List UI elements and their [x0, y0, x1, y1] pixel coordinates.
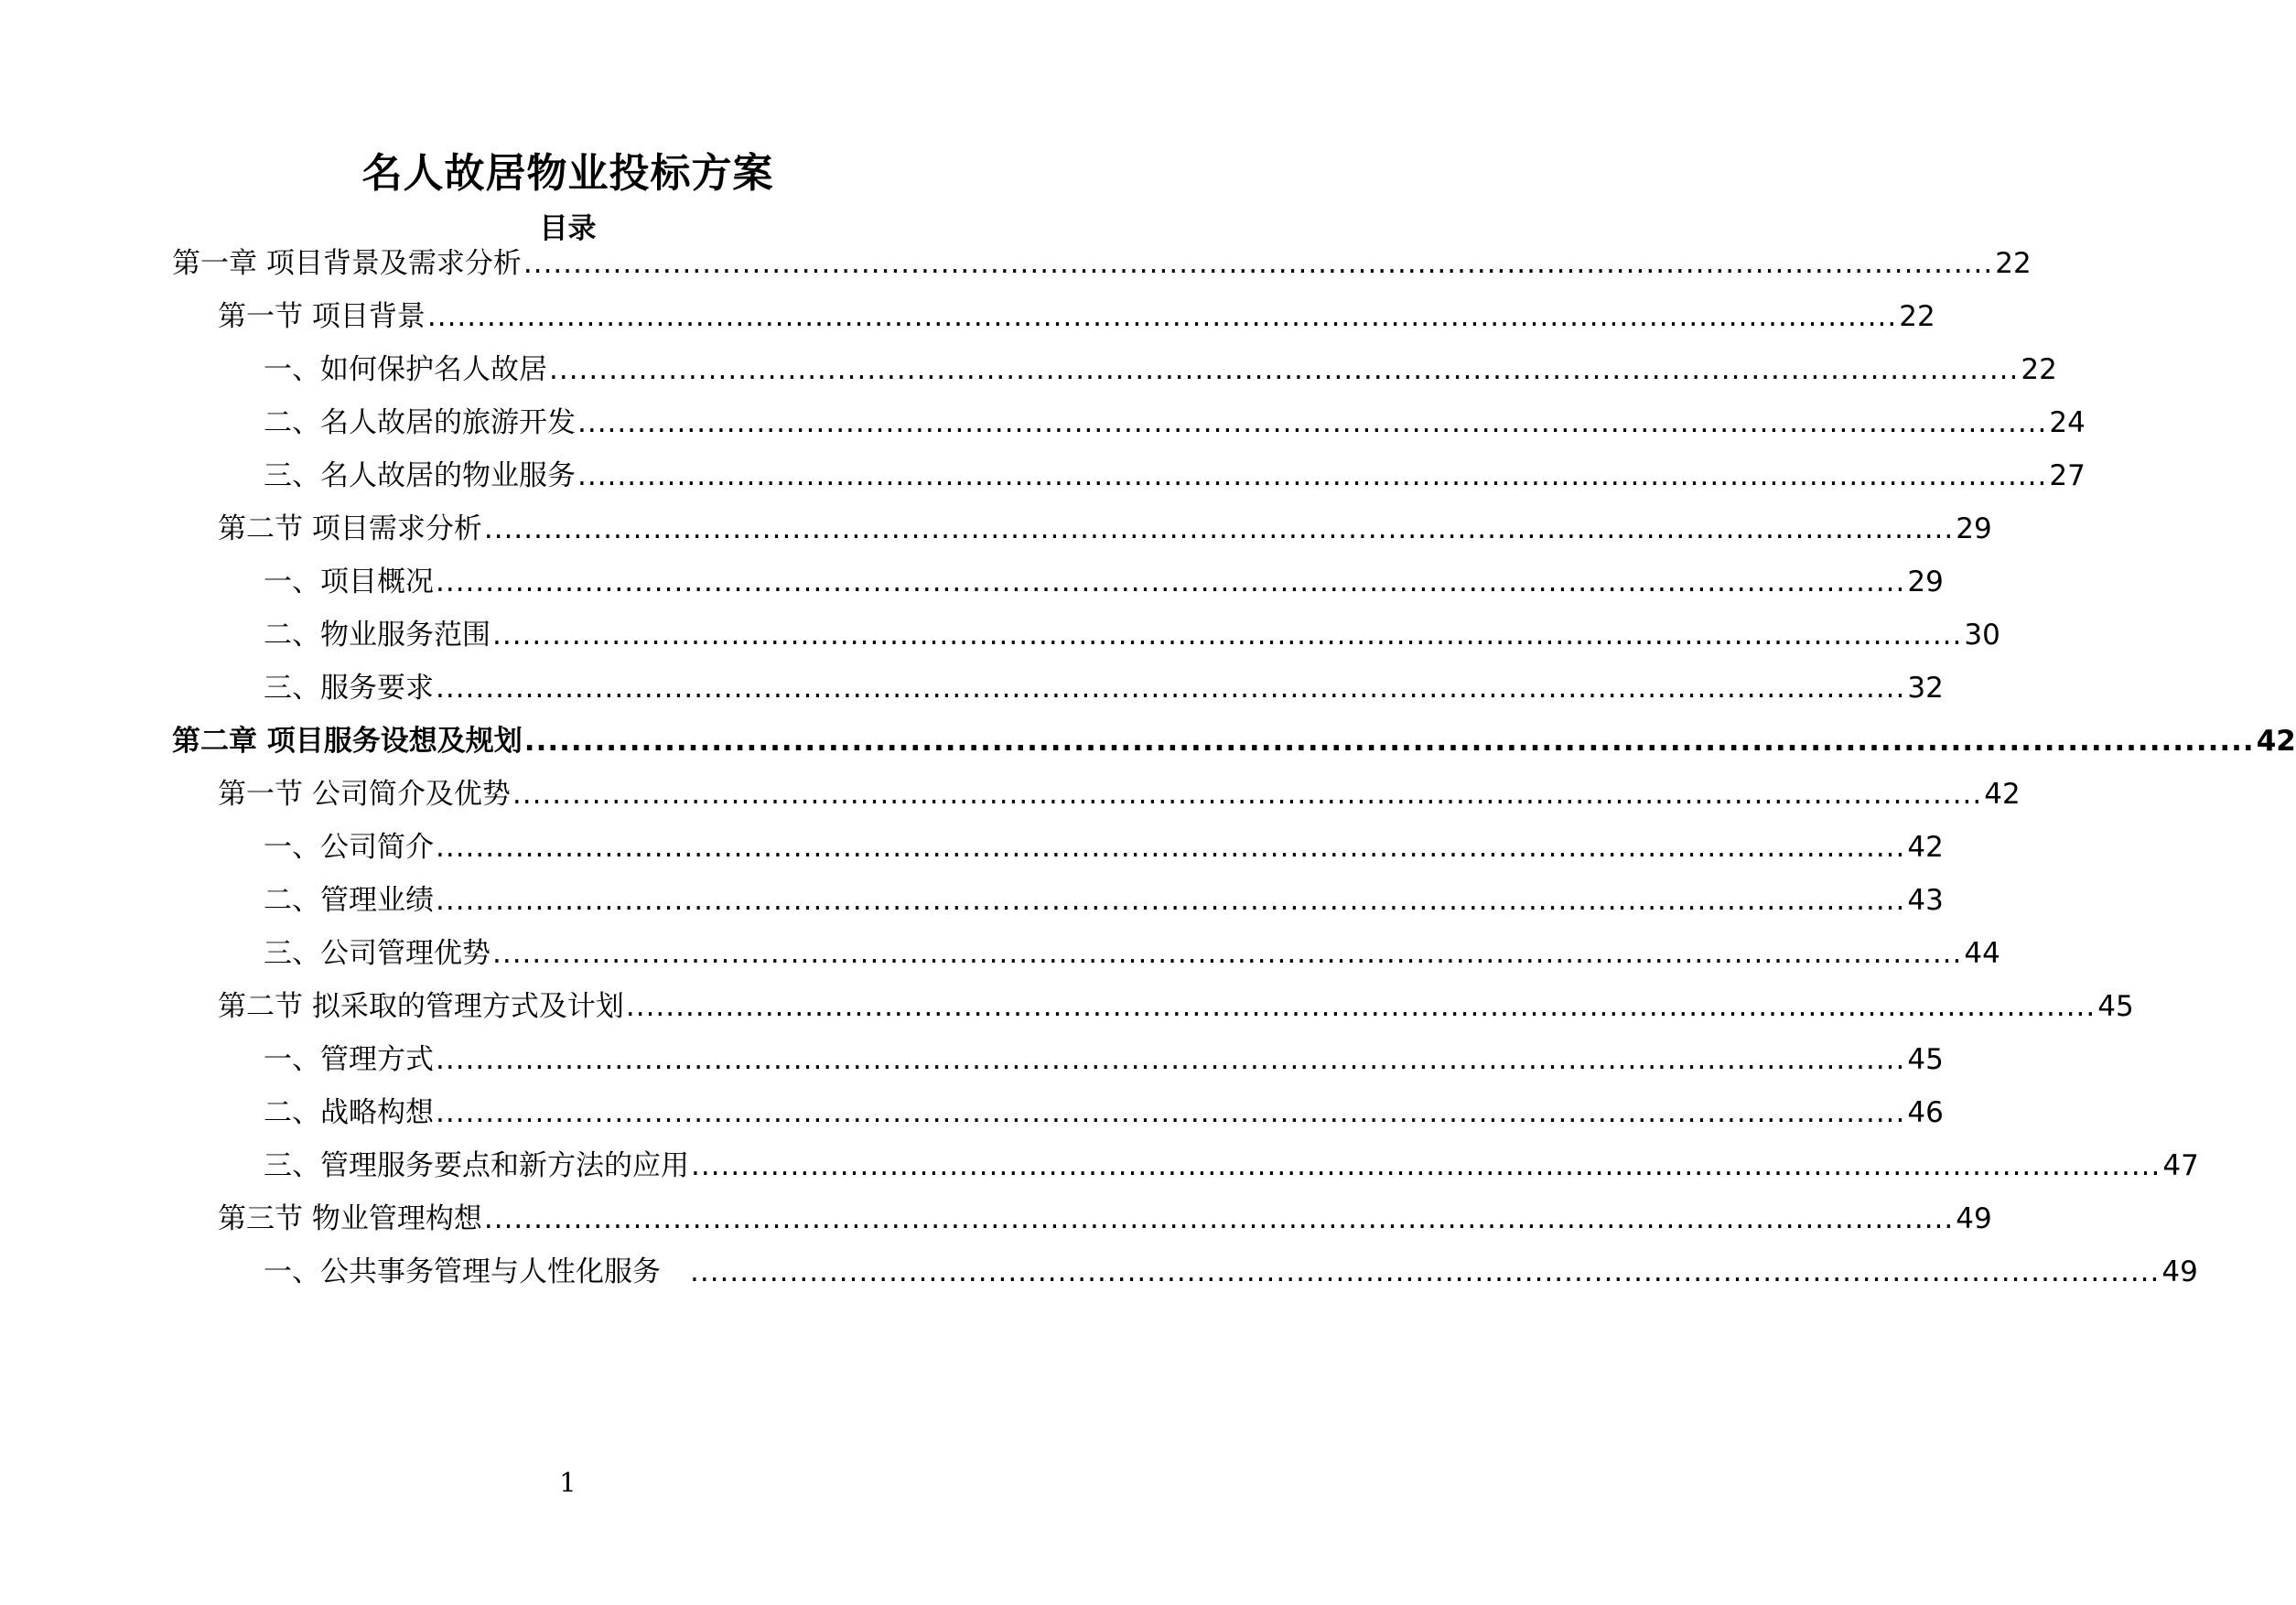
- toc-entry-label: 一、如何保护名人故居: [264, 353, 547, 386]
- toc-entry-subsection[interactable]: [264, 880, 1944, 921]
- toc-entry-page: 24: [2049, 406, 2086, 439]
- toc-entry-subsection[interactable]: [264, 456, 2086, 496]
- toc-dot-leader: ....................................................................................................................................................: [436, 1096, 1906, 1129]
- toc-entry-page: 47: [2162, 1149, 2199, 1182]
- toc-entry-label: 二、名人故居的旅游开发: [264, 406, 576, 439]
- toc-dot-leader: ....................................................................................................................................................: [577, 406, 2048, 439]
- toc-entry-page: 42: [2256, 725, 2296, 758]
- toc-entry-label: 第一节 项目背景: [218, 300, 426, 333]
- toc-dot-leader: ....................................................................................................................................................: [436, 831, 1906, 864]
- toc-entry-page: 29: [1956, 512, 1992, 545]
- toc-entry-page: 49: [1956, 1202, 1992, 1235]
- toc-entry-section[interactable]: [218, 1199, 1992, 1239]
- toc-entry-label: 第一节 公司简介及优势: [218, 778, 511, 811]
- toc-entry-page: 27: [2049, 459, 2086, 492]
- toc-entry-page: 29: [1907, 566, 1944, 598]
- toc-dot-leader: ....................................................................................................................................................: [426, 300, 1898, 333]
- toc-entry-page: 42: [1984, 778, 2021, 811]
- toc-entry-page: 32: [1907, 672, 1944, 705]
- toc-entry-label: 第一章 项目背景及需求分析: [172, 247, 522, 280]
- toc-entry-label: 一、项目概况: [264, 566, 434, 598]
- toc-entry-subsection[interactable]: [264, 403, 2086, 443]
- toc-entry-subsection[interactable]: [264, 1039, 1944, 1080]
- toc-entry-label: 第三节 物业管理构想: [218, 1202, 482, 1235]
- toc-entry-label: 三、公司管理优势: [264, 937, 490, 970]
- toc-entry-label: 三、服务要求: [264, 672, 434, 705]
- toc-entry-label: 一、公共事务管理与人性化服务: [264, 1255, 661, 1288]
- toc-entry-subsection[interactable]: [264, 615, 2000, 655]
- toc-dot-leader: ....................................................................................................................................................: [483, 512, 1955, 545]
- toc-dot-leader: ....................................................................................................................................................: [492, 619, 1963, 652]
- toc-entry-subsection[interactable]: [264, 668, 1944, 708]
- toc-entry-section[interactable]: [218, 986, 2134, 1027]
- toc-dot-leader: ....................................................................................................................................................: [512, 778, 1983, 811]
- toc-dot-leader: ....................................................................................................................................................: [523, 247, 1994, 280]
- toc-entry-label: 二、物业服务范围: [264, 619, 490, 652]
- toc-entry-page: 22: [1899, 300, 1935, 333]
- toc-entry-section[interactable]: [218, 774, 2021, 814]
- toc-entry-page: 22: [2021, 353, 2057, 386]
- toc-entry-label: 第二节 拟采取的管理方式及计划: [218, 990, 624, 1023]
- toc-entry-subsection[interactable]: [264, 562, 1944, 602]
- toc-dot-leader: ....................................................................................................................................................: [483, 1202, 1955, 1235]
- toc-dot-leader: ....................................................................................................................................................: [549, 353, 2020, 386]
- toc-dot-leader: ....................................................................................................................................................: [625, 990, 2097, 1023]
- toc-entry-page: 45: [2097, 990, 2134, 1023]
- toc-dot-leader: ....................................................................................................................................................: [436, 566, 1906, 598]
- toc-entry-page: 45: [1907, 1043, 1944, 1076]
- toc-dot-leader: ....................................................................................................................................................: [523, 725, 2255, 758]
- toc-dot-leader: ....................................................................................................................................................: [436, 884, 1906, 917]
- toc-entry-label: 第二节 项目需求分析: [218, 512, 482, 545]
- toc-entry-label: 第二章 项目服务设想及规划: [172, 725, 523, 758]
- toc-entry-subsection[interactable]: [264, 933, 2000, 974]
- toc-entry-page: 22: [1995, 247, 2032, 280]
- toc-entry-label: 一、管理方式: [264, 1043, 434, 1076]
- toc-dot-leader: ....................................................................................................................................................: [577, 459, 2048, 492]
- toc-entry-subsection[interactable]: [264, 350, 2057, 390]
- toc-entry-page: 42: [1907, 831, 1944, 864]
- toc-heading: 目录: [539, 212, 597, 245]
- page-number: 1: [559, 1467, 577, 1498]
- toc-entry-page: 44: [1964, 937, 2000, 970]
- toc-entry-section[interactable]: [218, 296, 1935, 337]
- toc-dot-leader: ....................................................................................................................................................: [690, 1255, 2161, 1288]
- toc-entry-page: 49: [2161, 1255, 2198, 1288]
- toc-entry-subsection[interactable]: [264, 1146, 2199, 1186]
- toc-entry-subsection[interactable]: [264, 827, 1944, 867]
- toc-entry-label: 二、战略构想: [264, 1096, 434, 1129]
- toc-dot-leader: ....................................................................................................................................................: [436, 1043, 1906, 1076]
- toc-entry-label: 三、名人故居的物业服务: [264, 459, 576, 492]
- toc-dot-leader: ....................................................................................................................................................: [691, 1149, 2161, 1182]
- toc-entry-page: 46: [1907, 1096, 1944, 1129]
- toc-entry-label: 二、管理业绩: [264, 884, 434, 917]
- toc-entry-label: 三、管理服务要点和新方法的应用: [264, 1149, 689, 1182]
- toc-entry-page: 30: [1964, 619, 2000, 652]
- toc-entry-chapter-2[interactable]: [172, 721, 2296, 761]
- toc-entry-page: 43: [1907, 884, 1944, 917]
- toc-entry-label: 一、公司简介: [264, 831, 434, 864]
- toc-entry-subsection[interactable]: [264, 1252, 2198, 1292]
- toc-dot-leader: ....................................................................................................................................................: [436, 672, 1906, 705]
- document-title: 名人故居物业投标方案: [361, 150, 774, 197]
- toc-dot-leader: ....................................................................................................................................................: [492, 937, 1963, 970]
- toc-entry-chapter-1[interactable]: [172, 243, 2032, 284]
- toc-entry-section[interactable]: [218, 509, 1992, 549]
- toc-entry-subsection[interactable]: [264, 1093, 1944, 1133]
